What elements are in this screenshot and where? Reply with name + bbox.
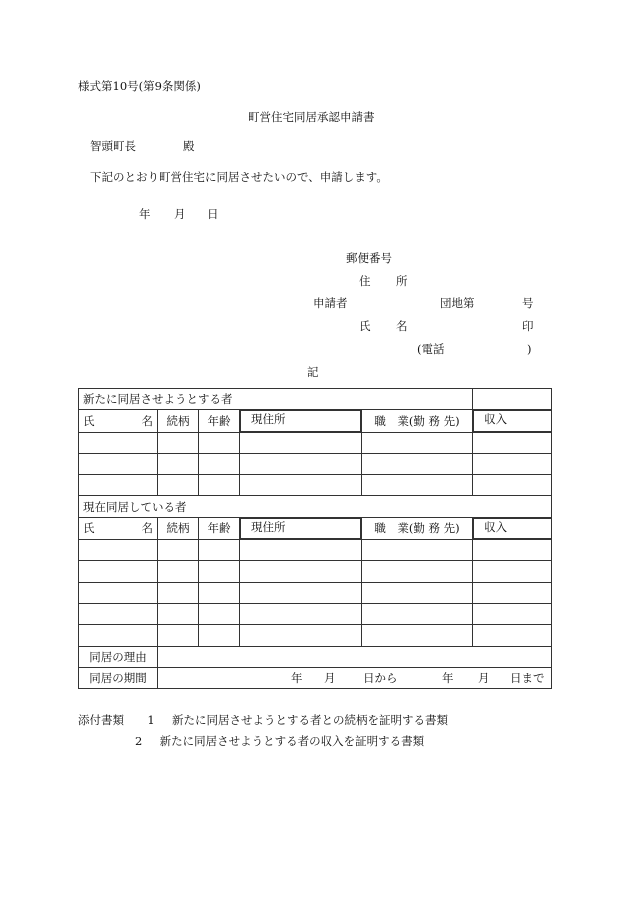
section2-entry-row bbox=[79, 540, 552, 561]
attachment-item-1 bbox=[78, 712, 448, 728]
date-day-label: 日 bbox=[207, 207, 219, 221]
attachment-number: 2 bbox=[135, 734, 143, 748]
attachment-number: 1 bbox=[147, 713, 155, 727]
col-name-header: 氏 名 bbox=[79, 410, 158, 432]
col-address-header: 現 住 所 bbox=[240, 518, 361, 539]
section1-title-row bbox=[79, 389, 552, 410]
section1-header-row bbox=[79, 410, 552, 432]
phone-label: (電話 bbox=[417, 342, 445, 356]
name-label-char2: 名 bbox=[396, 319, 408, 333]
date-month-label: 月 bbox=[174, 207, 186, 221]
section2-header-row bbox=[79, 517, 552, 539]
name-label-char1: 氏 bbox=[359, 319, 371, 333]
col-occupation-header: 職 業(勤 務 先) bbox=[362, 410, 473, 432]
period-month1: 月 bbox=[324, 670, 336, 685]
col-income-header: 収 入 bbox=[473, 410, 552, 431]
addressee-honorific: 殿 bbox=[183, 139, 195, 153]
cohabitant-table bbox=[78, 388, 552, 689]
col-income-header: 収 入 bbox=[473, 518, 552, 539]
address-label-char2: 所 bbox=[396, 274, 408, 288]
ki-label: 記 bbox=[307, 365, 319, 379]
period-year2: 年 bbox=[442, 670, 454, 685]
period-field[interactable] bbox=[158, 667, 552, 688]
section1-title: 新たに同居させようとする者 bbox=[79, 389, 473, 410]
addressee-name: 智頭町長 bbox=[90, 139, 136, 153]
date-year-label: 年 bbox=[139, 207, 151, 221]
col-name-header: 氏 名 bbox=[79, 517, 158, 539]
period-row bbox=[79, 667, 552, 688]
reason-field[interactable] bbox=[158, 646, 552, 667]
period-until: 日まで bbox=[510, 670, 545, 685]
postal-code-label: 郵便番号 bbox=[346, 251, 392, 265]
reason-row bbox=[79, 646, 552, 667]
section1-entry-row bbox=[79, 453, 552, 474]
section2-title-row bbox=[79, 496, 552, 517]
attachment-text: 新たに同居させようとする者との続柄を証明する書類 bbox=[171, 713, 448, 727]
section2-title: 現在同居している者 bbox=[79, 496, 552, 517]
section2-entry-row bbox=[79, 582, 552, 603]
col-age-header: 年齢 bbox=[199, 517, 240, 539]
period-from: 日から bbox=[363, 670, 398, 685]
address-label-char1: 住 bbox=[359, 274, 371, 288]
col-address-header: 現 住 所 bbox=[240, 410, 361, 431]
period-label: 同居の期間 bbox=[79, 667, 158, 688]
danchi-label: 団地第 bbox=[440, 296, 475, 310]
section2-entry-row bbox=[79, 603, 552, 624]
reason-label: 同居の理由 bbox=[79, 646, 158, 667]
form-title: 町営住宅同居承認申請書 bbox=[248, 110, 375, 124]
col-relation-header: 続柄 bbox=[158, 517, 199, 539]
section2-entry-row bbox=[79, 625, 552, 646]
intro-text: 下記のとおり町営住宅に同居させたいので、申請します。 bbox=[90, 170, 388, 184]
applicant-label: 申請者 bbox=[313, 296, 348, 310]
period-year1: 年 bbox=[291, 670, 303, 685]
period-month2: 月 bbox=[478, 670, 490, 685]
seal-label: 印 bbox=[522, 319, 534, 333]
room-number-label: 号 bbox=[522, 296, 534, 310]
col-occupation-header: 職 業(勤 務 先) bbox=[362, 517, 473, 539]
attachments-label: 添付書類 bbox=[78, 713, 124, 727]
attachment-item-2 bbox=[135, 733, 424, 749]
section1-entry-row bbox=[79, 432, 552, 453]
form-number: 様式第10号(第9条関係) bbox=[78, 79, 201, 93]
phone-close-paren: ) bbox=[527, 342, 532, 356]
section1-entry-row bbox=[79, 475, 552, 496]
attachment-text: 新たに同居させようとする者の収入を証明する書類 bbox=[159, 734, 425, 748]
section2-entry-row bbox=[79, 561, 552, 582]
col-relation-header: 続柄 bbox=[158, 410, 199, 432]
col-age-header: 年齢 bbox=[199, 410, 240, 432]
